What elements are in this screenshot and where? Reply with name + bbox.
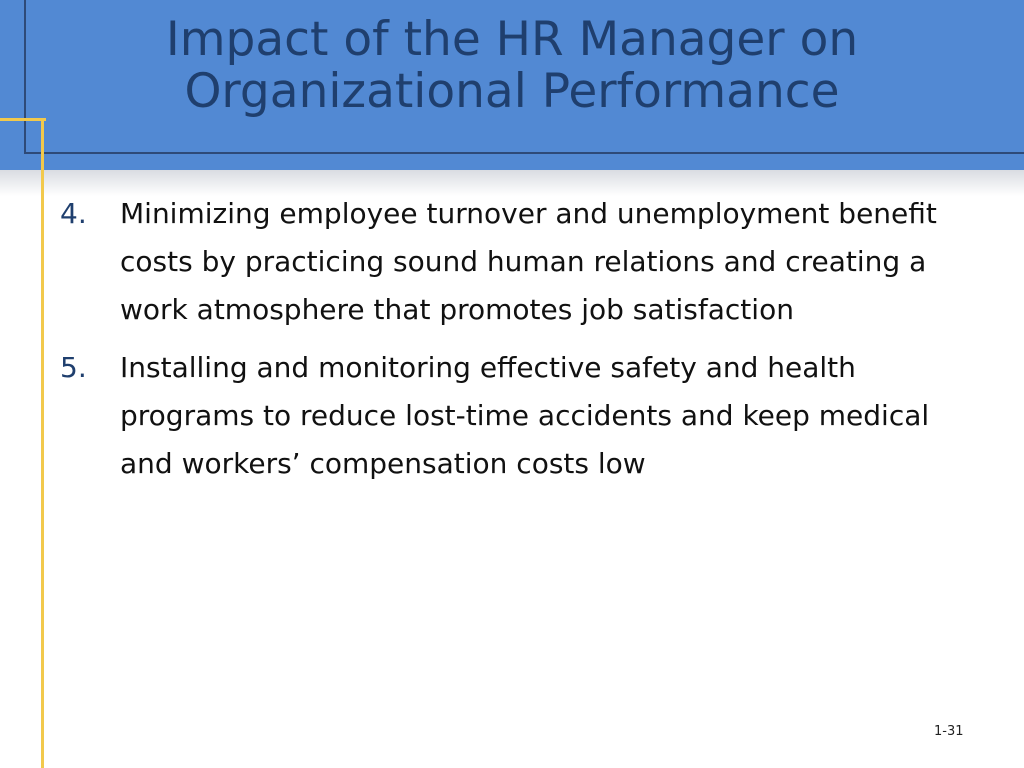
list-item-number: 5.: [60, 351, 87, 384]
slide-title-line-1: Impact of the HR Manager on: [165, 12, 859, 67]
slide-content: [60, 190, 980, 498]
accent-line-vertical: [41, 118, 44, 768]
list-item-number: 4.: [60, 197, 87, 230]
slide-title-line-2: Organizational Performance: [184, 64, 840, 119]
slide-title: [0, 14, 1024, 118]
list-item: [60, 190, 980, 334]
list-item-text: Minimizing employee turnover and unemployment benefit costs by practicing sound human relations and creating a work atmosphere that promotes job satisfaction: [120, 197, 937, 326]
slide-number: 1-31: [934, 724, 964, 739]
list-item: [60, 344, 980, 488]
list-item-text: Installing and monitoring effective safety and health programs to reduce lost-time accidents and keep medical and workers’ compensation costs low: [120, 351, 930, 480]
header-rule: [26, 152, 1024, 154]
accent-line-horizontal: [0, 118, 46, 121]
